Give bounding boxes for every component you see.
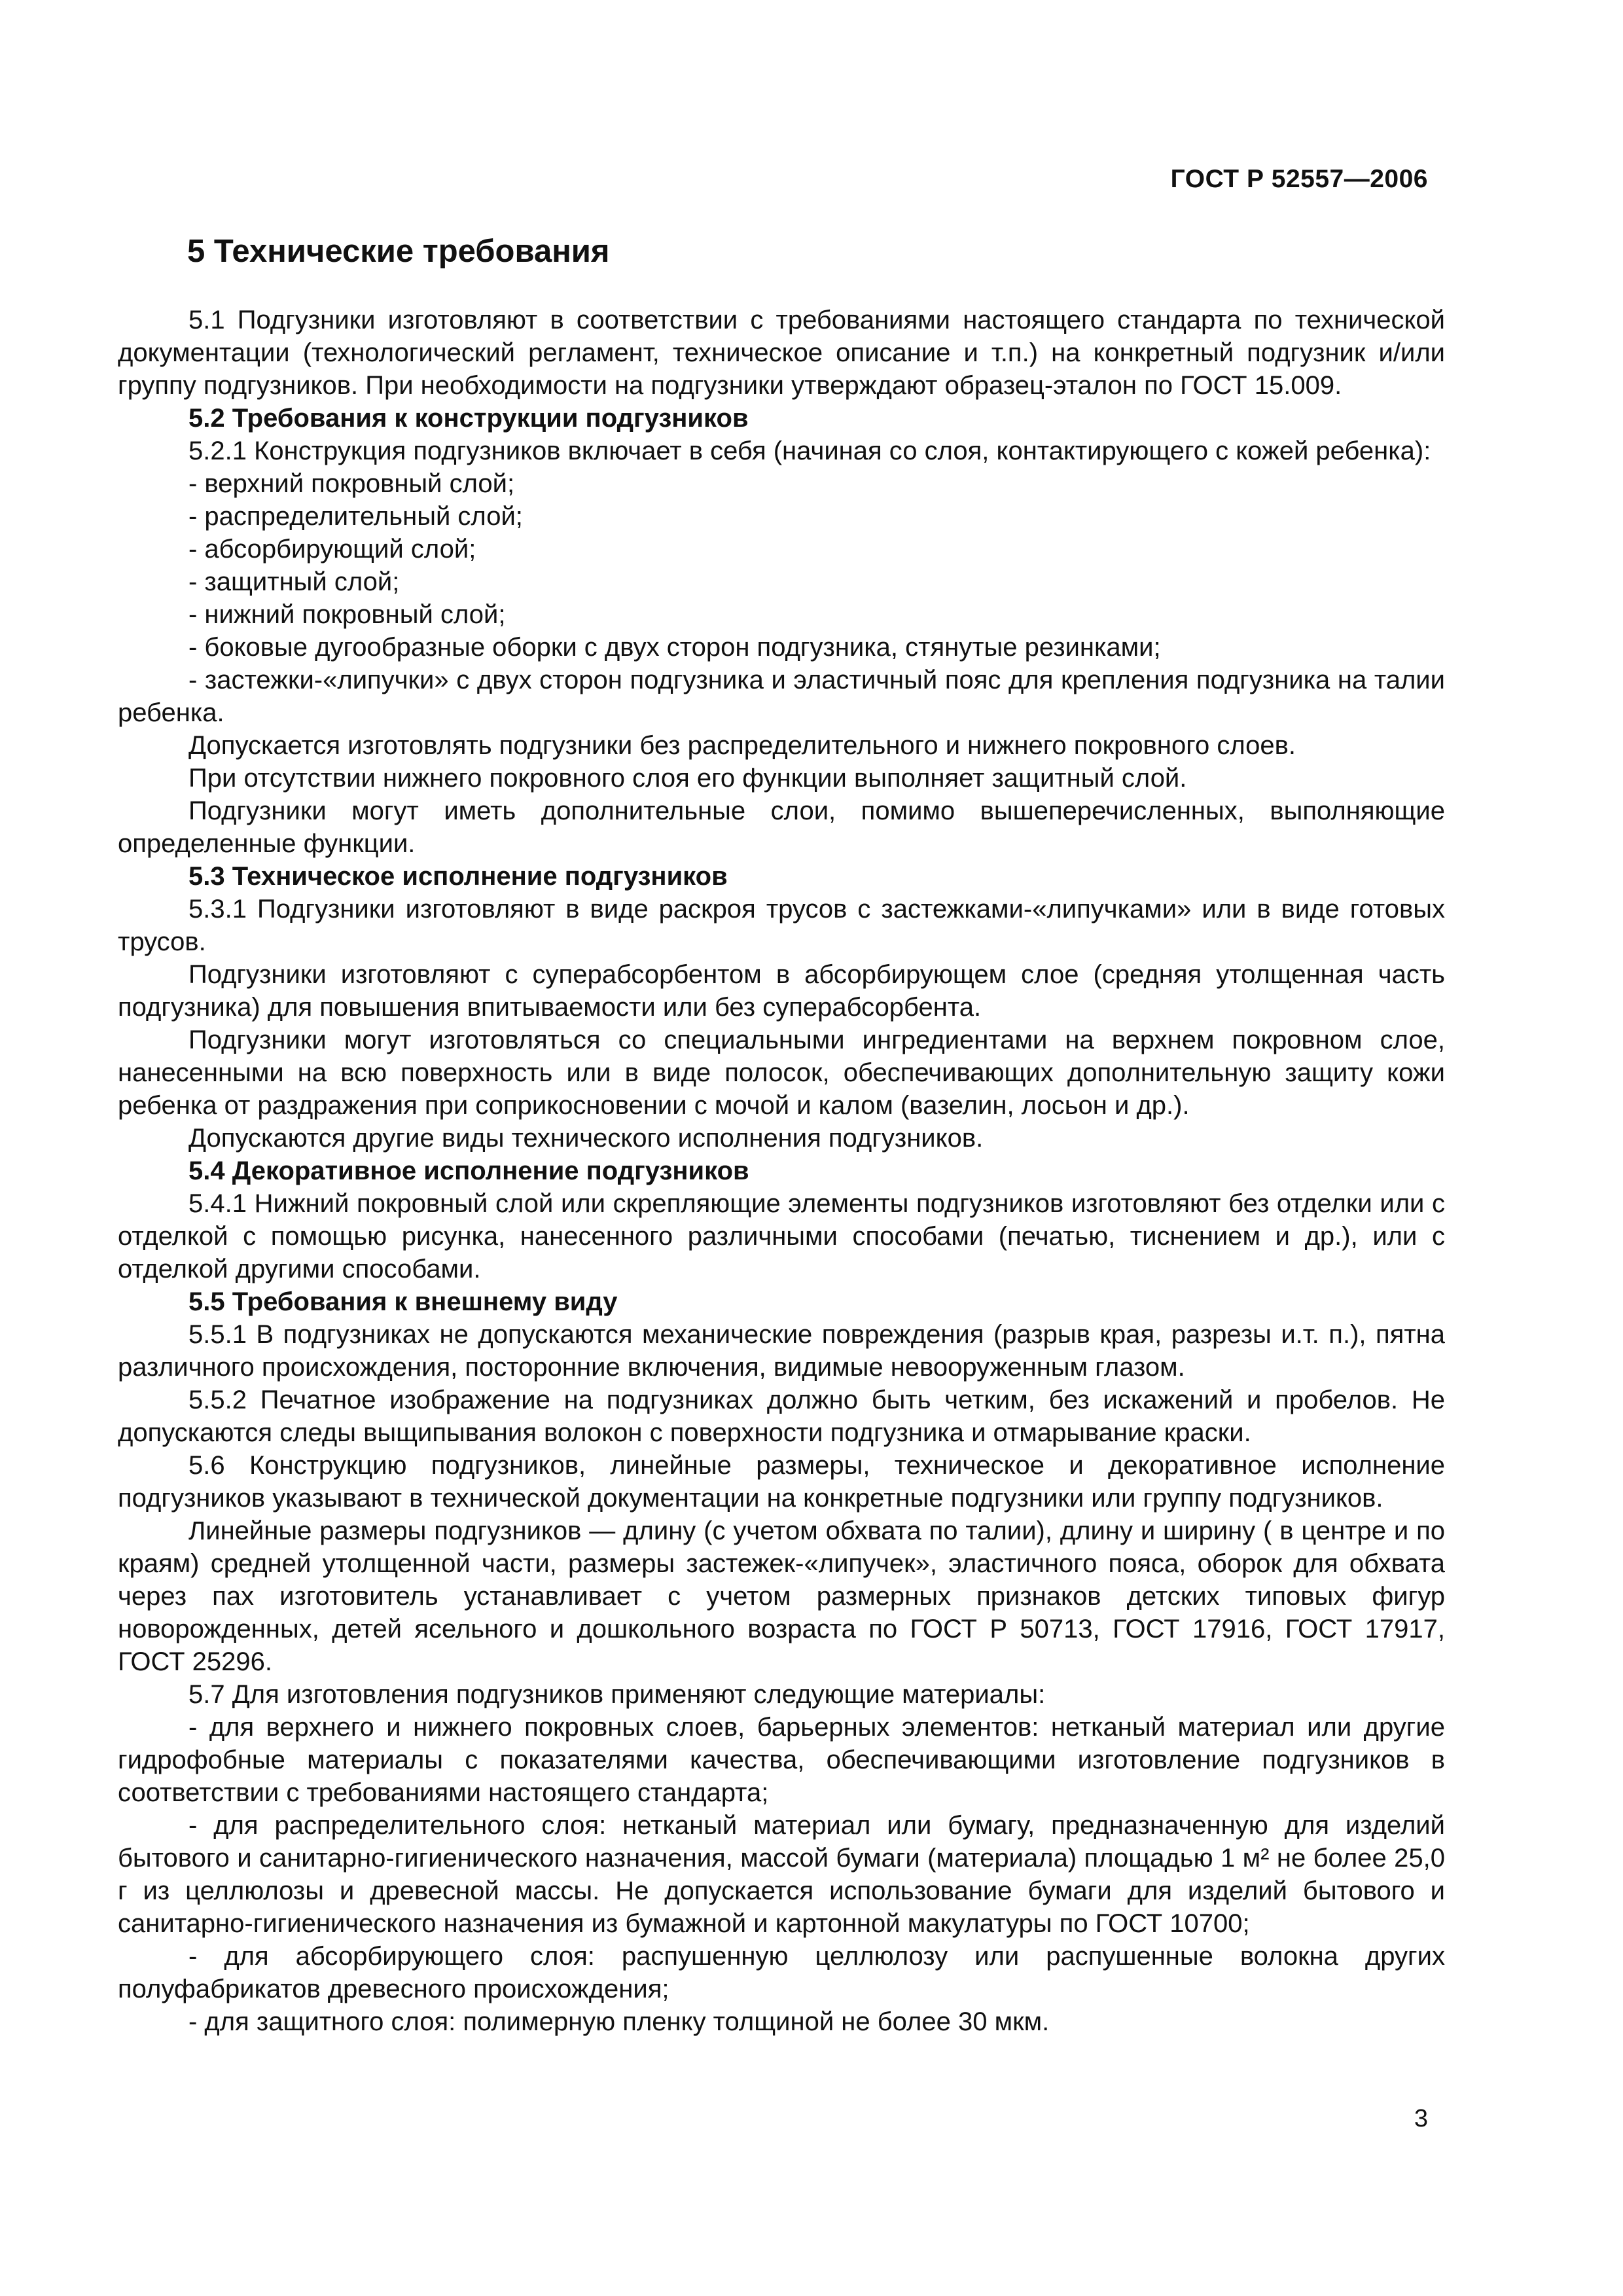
paragraph: Допускается изготовлять подгузники без распределительного и нижнего покровного слоев. xyxy=(188,731,1296,760)
paragraph: 5.5.2 Печатное изображение на подгузниках должно быть четким, без искажений и пробелов. Не допускаются следы выщипывания волокон с поверхности подгузника и отмарывание краски. xyxy=(118,1386,1445,1447)
paragraph: Линейные размеры подгузников — длину (с учетом обхвата по талии), длину и ширину ( в центре и по краям) средней утолщенной части, размеры застежек-«липучек», эластичного пояса, оборок для обхвата через пах изготовитель устанавливает с учетом размерных признаков детских типовых фигур новорожденных, детей ясельного и дошкольного возраста по ГОСТ Р 50713, ГОСТ 17916, ГОСТ 17917, ГОСТ 25296. xyxy=(118,1516,1445,1676)
list-item: - верхний покровный слой; xyxy=(188,469,515,498)
paragraph: Подгузники изготовляют с суперабсорбентом в абсорбирующем слое (средняя утолщенная часть подгузника) для повышения впитываемости или без суперабсорбента. xyxy=(118,960,1445,1022)
list-item: - застежки-«липучки» с двух сторон подгузника и эластичный пояс для крепления подгузника на талии ребенка. xyxy=(118,666,1445,727)
paragraph: Допускаются другие виды технического исполнения подгузников. xyxy=(188,1124,984,1153)
subsection-title: 5.5 Требования к внешнему виду xyxy=(188,1287,618,1316)
paragraph: При отсутствии нижнего покровного слоя его функции выполняет защитный слой. xyxy=(188,764,1187,793)
subsection-title: 5.2 Требования к конструкции подгузников xyxy=(188,404,749,433)
list-item: - распределительный слой; xyxy=(188,502,523,531)
document-body xyxy=(118,304,1445,2038)
section-title: 5 Технические требования xyxy=(187,234,610,269)
paragraph: 5.7 Для изготовления подгузников применяют следующие материалы: xyxy=(188,1680,1046,1709)
list-item: - для защитного слоя: полимерную пленку толщиной не более 30 мкм. xyxy=(188,2007,1050,2036)
paragraph: 5.6 Конструкцию подгузников, линейные размеры, техническое и декоративное исполнение подгузников указывают в технической документации на конкретные подгузники или группу подгузников. xyxy=(118,1451,1445,1513)
subsection-title: 5.4 Декоративное исполнение подгузников xyxy=(188,1157,749,1185)
page-number: 3 xyxy=(1414,2105,1428,2132)
paragraph: 5.4.1 Нижний покровный слой или скрепляющие элементы подгузников изготовляют без отделки или с отделкой с помощью рисунка, нанесенного различными способами (печатью, тиснением и др.), или с отделкой другими способами. xyxy=(118,1189,1445,1283)
list-item: - абсорбирующий слой; xyxy=(188,535,476,564)
list-item: - для распределительного слоя: нетканый материал или бумагу, предназначенную для изделий бытового и санитарно-гигиенического назначения, массой бумаги (материала) площадью 1 м² не более 25,0 г из целлюлозы и древесной массы. Не допускается использование бумаги для изделий бытового и санитарно-гигиенического назначения из бумажной и картонной макулатуры по ГОСТ 10700; xyxy=(118,1811,1445,1938)
document-code: ГОСТ Р 52557—2006 xyxy=(1170,165,1428,193)
paragraph: Подгузники могут иметь дополнительные слои, помимо вышеперечисленных, выполняющие определенные функции. xyxy=(118,797,1445,858)
paragraph: 5.1 Подгузники изготовляют в соответствии с требованиями настоящего стандарта по технической документации (технологический регламент, техническое описание и т.п.) на конкретный подгузник и/или группу подгузников. При необходимости на подгузники утверждают образец-эталон по ГОСТ 15.009. xyxy=(118,306,1445,400)
list-item: - боковые дугообразные оборки с двух сторон подгузника, стянутые резинками; xyxy=(188,633,1161,662)
list-item: - нижний покровный слой; xyxy=(188,600,506,629)
paragraph: Подгузники могут изготовляться со специальными ингредиентами на верхнем покровном слое, нанесенными на всю поверхность или в виде полосок, обеспечивающих дополнительную защиту кожи ребенка от раздражения при соприкосновении с мочой и калом (вазелин, лосьон и др.). xyxy=(118,1026,1445,1120)
paragraph: 5.2.1 Конструкция подгузников включает в себя (начиная со слоя, контактирующего с кожей ребенка): xyxy=(188,437,1431,465)
paragraph: 5.5.1 В подгузниках не допускаются механические повреждения (разрыв края, разрезы и.т. п.), пятна различного происхождения, посторонние включения, видимые невооруженным глазом. xyxy=(118,1320,1445,1382)
list-item: - для абсорбирующего слоя: распушенную целлюлозу или распушенные волокна других полуфабрикатов древесного происхождения; xyxy=(118,1942,1445,2003)
list-item: - защитный слой; xyxy=(188,567,400,596)
list-item: - для верхнего и нижнего покровных слоев, барьерных элементов: нетканый материал или другие гидрофобные материалы с показателями качества, обеспечивающими изготовление подгузников в соответствии с требованиями настоящего стандарта; xyxy=(118,1713,1445,1807)
subsection-title: 5.3 Техническое исполнение подгузников xyxy=(188,862,728,891)
paragraph: 5.3.1 Подгузники изготовляют в виде раскроя трусов с застежками-«липучками» или в виде готовых трусов. xyxy=(118,895,1445,956)
